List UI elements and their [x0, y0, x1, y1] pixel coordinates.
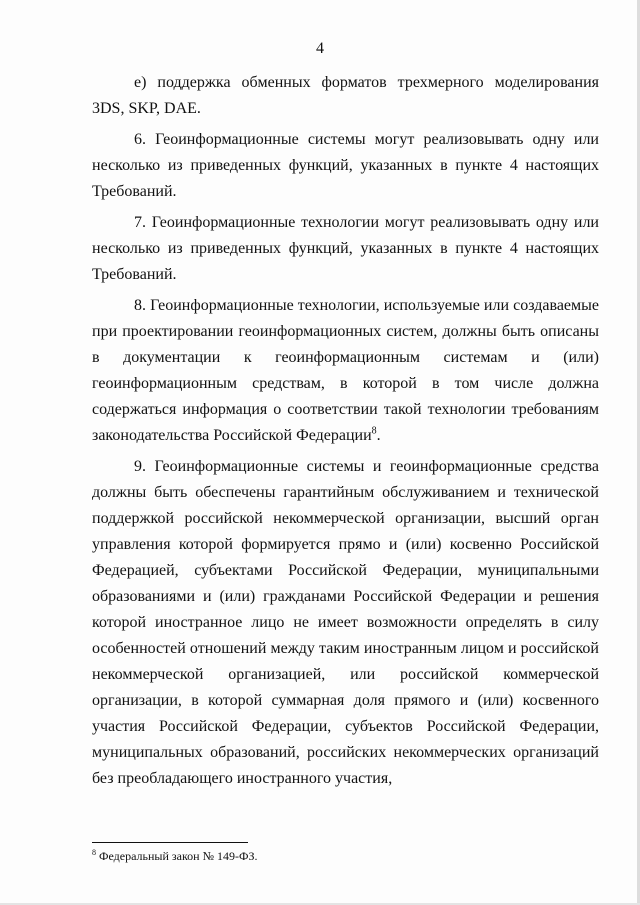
- footnote-reference: 8: [371, 425, 377, 437]
- paragraph-text: 7. Геоинформационные технологии могут реализовывать одну или несколько из приведенных функций, указанных в пункте 4 настоящих Требований.: [92, 214, 599, 283]
- footnote-separator: [92, 842, 248, 843]
- paragraph-text: 9. Геоинформационные системы и геоинформационные средства должны быть обеспечены гарантийным обслуживанием и технической поддержкой российской некоммерческой организации, высший орган управления которой формируется прямо и (или) косвенно Российской Федерацией, субъектами Российской Федерации, муниципальными образованиями и (или) гражданами Российской Федерации и решения которой иностранное лицо не имеет возможности определять в силу особенностей отношений между таким иностранным лицом и российской некоммерческой организацией, или российской коммерческой организации, в которой суммарная доля прямого и (или) косвенного участия Российской Федерации, субъектов Российской Федерации, муниципальных образований, российских некоммерческих организаций без преобладающего иностранного участия,: [92, 458, 599, 787]
- footnote-text: Федеральный закон № 149-ФЗ.: [96, 849, 258, 863]
- paragraph-text: е) поддержка обменных форматов трехмерного моделирования 3DS, SKP, DAE.: [92, 74, 599, 117]
- paragraph-text: 8. Геоинформационные технологии, используемые или создаваемые при проектировании геоинформационных систем, должны быть описаны в документации к геоинформационным системам и (или) геоинформационным средствам, в которой в том числе должна содержаться информация о соответствии такой технологии требованиям законодательства Российской Федерации: [92, 297, 599, 444]
- page-number: 4: [316, 40, 324, 57]
- footnote: [92, 848, 599, 864]
- paragraph-7: [92, 210, 599, 288]
- body-text: [92, 70, 599, 792]
- paragraph-6: [92, 127, 599, 205]
- paragraph-text: 6. Геоинформационные системы могут реализовывать одну или несколько из приведенных функций, указанных в пункте 4 настоящих Требований.: [92, 131, 599, 200]
- paragraph-e: [92, 70, 599, 122]
- paragraph-8: [92, 293, 599, 449]
- paragraph-tail: .: [376, 427, 381, 444]
- paragraph-9: [92, 454, 599, 792]
- footnote-marker: 8: [92, 848, 96, 857]
